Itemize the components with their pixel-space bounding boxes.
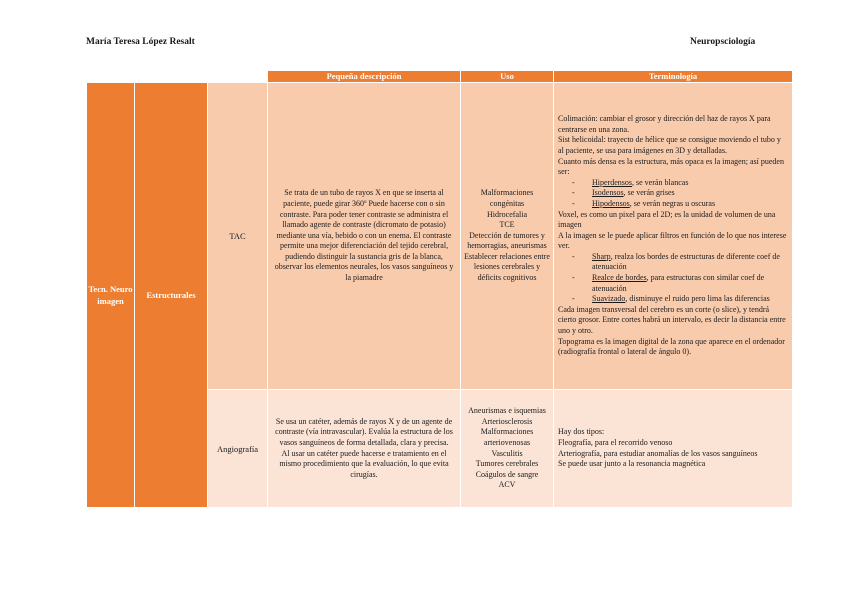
category-label: Tecn. Neuro imagen [88, 284, 133, 306]
term-paragraph: Topograma es la imagen digital de la zona que aparece en el ordenador (radiografía frontal o lateral de ángulo 0). [558, 336, 785, 357]
list-item [592, 178, 788, 189]
table-header-row [87, 71, 793, 83]
column-header-description: Pequeña descripción [268, 71, 461, 83]
tac-uses [461, 83, 554, 390]
term-paragraph: Colimación: cambiar el grosor y dirección del haz de rayos X para centrarse en una zona. [558, 114, 771, 134]
list-item: Detección de tumores y hemorragias, aneurismas [467, 230, 547, 251]
column-header-uses: Uso [461, 71, 554, 83]
term-paragraph: Cada imagen transversal del cerebro es un corte (o slice), y tendrá cierto grosor. Entre cortes habrá un intervalo, es decir la distancia entre uno y otro. [558, 304, 786, 336]
header-author: María Teresa López Resalt [86, 37, 195, 47]
list-item [592, 199, 788, 210]
term-text: , se verán blancas [632, 177, 689, 187]
term-keyword: Sharp [592, 251, 611, 261]
tac-description: Se trata de un tubo de rayos X en que se inserta al paciente, puede girar 360º Puede hacerse con o sin contraste. Para poder tener contraste se administra el llamado agente de contraste (dicromato de potasio) mediante una vía, bebido o con un enema. El contraste permite una mejor diferenciación del tejido cerebral, pudiendo distinguir la sustancia gris de la blanca, observar los elementos neurales, los vasos sanguíneos y la piamadre [268, 83, 461, 390]
technique-name-tac: TAC [208, 83, 268, 390]
term-paragraph: A la imagen se le puede aplicar filtros en función de lo que nos interese ver. [558, 230, 787, 251]
list-item [592, 294, 788, 305]
list-item: Tumores cerebrales [475, 459, 539, 469]
list-item [592, 188, 788, 199]
list-item: Arteriosclerosis [481, 416, 533, 426]
list-item: Establecer relaciones entre lesiones cerebrales y déficits cognitivos [464, 251, 550, 283]
term-paragraph: Cuanto más densa es la estructura, más opaca es la imagen; así pueden ser: [558, 156, 784, 177]
term-keyword: Isodensos [592, 188, 624, 198]
list-item [592, 273, 788, 294]
term-paragraph: Sist helicoidal: trayecto de hélice que se consigue moviendo el tubo y al paciente, se usa para imágenes en 3D y detalladas. [558, 135, 781, 155]
term-text: , para estructuras con similar coef de atenuación [592, 273, 765, 293]
term-text: , realza los bordes de estructuras de diferente coef de atenuación [592, 251, 780, 272]
term-paragraph: Hay dos tipos: [558, 427, 605, 437]
column-header-terminology: Terminología [554, 71, 793, 83]
list-item: ACV [498, 480, 516, 490]
term-text: , se verán negras u oscuras [629, 198, 716, 208]
list-item [592, 252, 788, 273]
list-item: Coágulos de sangre [475, 469, 539, 479]
term-text: , se verán grises [623, 188, 675, 198]
description-paragraph: Se usa un catéter, además de rayos X y de un agente de contraste (vía intravascular). Evalúa la estructura de los vasos sanguíneos de forma detallada, clara y precisa. [275, 416, 453, 447]
angiografia-description [268, 390, 461, 508]
list-item: TCE [499, 220, 515, 230]
term-paragraph: Se puede usar junto a la resonancia magnética [558, 459, 706, 469]
category-cell [87, 83, 135, 508]
technique-name-angiografia: Angiografía [208, 390, 268, 508]
description-paragraph: Al usar un catéter puede hacerse e tratamiento en el mismo procedimiento que la evaluación, lo que evita cirugías. [279, 448, 449, 479]
list-item: Vasculitis [491, 448, 523, 458]
term-keyword: Realce de bordes [592, 273, 647, 283]
header-subject: Neuropsciología [690, 37, 756, 47]
list-item: Malformaciones congénitas [480, 188, 534, 208]
table-row [87, 83, 793, 390]
density-list [558, 178, 788, 210]
list-item: Aneurismas e isquemias [468, 406, 546, 416]
term-paragraph: Voxel, es como un pixel para el 2D; es la unidad de volumen de una imagen [558, 209, 776, 230]
term-text: , disminuye el ruido pero lima las diferencias [625, 294, 770, 304]
neuroimaging-table [86, 70, 793, 508]
term-paragraph: Fleografía, para el recorrido venoso [558, 437, 673, 447]
term-keyword: Suavizado [592, 294, 626, 304]
filter-list [558, 252, 788, 305]
term-paragraph: Arteriografía, para estudiar anomalías de los vasos sanguíneos [558, 448, 758, 458]
angiografia-terminology [554, 390, 793, 508]
subcategory-label: Estructurales [146, 290, 196, 300]
angiografia-uses [461, 390, 554, 508]
list-item: Malformaciones arteriovenosas [480, 427, 534, 447]
tac-terminology [554, 83, 793, 390]
subcategory-cell [135, 83, 208, 508]
term-keyword: Hipodensos [592, 198, 630, 208]
term-keyword: Hiperdensos [592, 177, 633, 187]
list-item: Hidrocefalia [487, 209, 527, 219]
